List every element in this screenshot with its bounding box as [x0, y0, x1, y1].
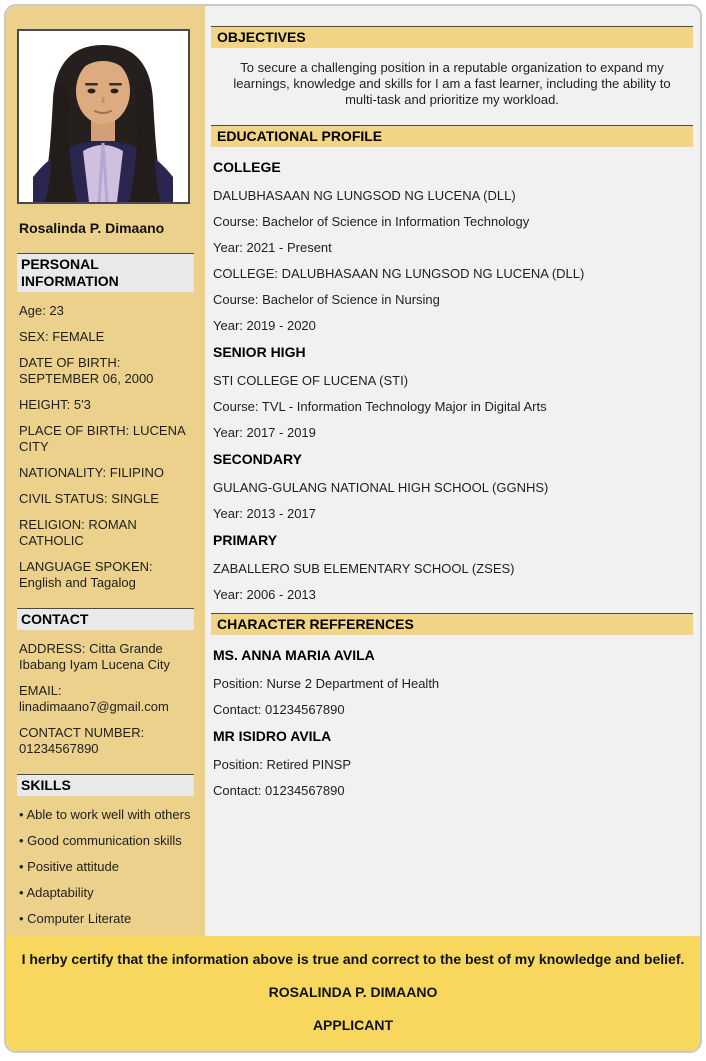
portrait-illustration [19, 31, 188, 202]
contact-header: CONTACT [17, 608, 194, 630]
objectives-text: To secure a challenging position in a reputable organization to expand my learnings, knowledge and skills for I am a fast learner, including the ability to multi-task and prioritize my workload. [233, 60, 671, 107]
character-references-header: CHARACTER REFFERENCES [211, 613, 693, 635]
reference-name: MR ISIDRO AVILA [213, 728, 332, 744]
personal-information-item: DATE OF BIRTH: SEPTEMBER 06, 2000 [19, 355, 154, 386]
skill-item: • Adaptability [19, 885, 94, 900]
contact-list [17, 641, 194, 757]
personal-information-item: HEIGHT: 5'3 [19, 397, 91, 412]
education-line: STI COLLEGE OF LUCENA (STI) [213, 373, 409, 388]
education-block-secondary [211, 451, 693, 521]
education-lines [211, 561, 693, 602]
education-line: Course: Bachelor of Science in Nursing [213, 292, 440, 307]
reference-block [211, 728, 693, 798]
education-line: Year: 2021 - Present [213, 240, 332, 255]
education-line: DALUBHASAAN NG LUNGSOD NG LUCENA (DLL) [213, 188, 516, 203]
education-lines [211, 188, 693, 333]
education-lines [211, 373, 693, 440]
applicant-name: Rosalinda P. Dimaano [19, 220, 165, 236]
footer [6, 936, 700, 1051]
education-line: Year: 2013 - 2017 [213, 506, 316, 521]
reference-line: Position: Retired PINSP [213, 757, 352, 772]
applicant-photo [17, 29, 190, 204]
reference-line: Contact: 01234567890 [213, 702, 345, 717]
resume-page [4, 4, 702, 1053]
skills-header: SKILLS [17, 774, 194, 796]
contact-item: ADDRESS: Citta Grande Ibabang Iyam Lucena City [19, 641, 171, 672]
education-level-heading: SECONDARY [213, 451, 302, 467]
personal-information-section [17, 253, 194, 591]
contact-section [17, 608, 194, 757]
education-line: GULANG-GULANG NATIONAL HIGH SCHOOL (GGNHS) [213, 480, 549, 495]
personal-information-item: Age: 23 [19, 303, 64, 318]
content-row [6, 6, 700, 936]
skill-item: • Positive attitude [19, 859, 119, 874]
contact-item: EMAIL: linadimaano7@gmail.com [19, 683, 169, 714]
education-line: Year: 2017 - 2019 [213, 425, 316, 440]
education-line: Year: 2006 - 2013 [213, 587, 316, 602]
skills-list [17, 807, 194, 953]
main-content [205, 6, 700, 936]
personal-information-item: PLACE OF BIRTH: LUCENA CITY [19, 423, 185, 454]
personal-information-header: PERSONAL INFORMATION [17, 253, 194, 292]
skill-item: • Good communication skills [19, 833, 182, 848]
contact-item: CONTACT NUMBER: 01234567890 [19, 725, 145, 756]
reference-block [211, 647, 693, 717]
education-line: Year: 2019 - 2020 [213, 318, 316, 333]
education-level-heading: SENIOR HIGH [213, 344, 306, 360]
education-line: Course: Bachelor of Science in Information Technology [213, 214, 530, 229]
skills-section [17, 774, 194, 953]
personal-information-item: RELIGION: ROMAN CATHOLIC [19, 517, 137, 548]
sidebar [6, 6, 205, 936]
skill-item: • Computer Literate [19, 911, 132, 926]
education-lines [211, 480, 693, 521]
objectives-header: OBJECTIVES [211, 26, 693, 48]
reference-line: Position: Nurse 2 Department of Health [213, 676, 440, 691]
personal-information-item: LANGUAGE SPOKEN: English and Tagalog [19, 559, 153, 590]
reference-lines [211, 757, 693, 798]
education-level-heading: PRIMARY [213, 532, 278, 548]
certification-statement: I herby certify that the information above is true and correct to the best of my knowledge and belief. [21, 951, 685, 967]
footer-applicant-role: APPLICANT [312, 1017, 394, 1033]
footer-applicant-name: ROSALINDA P. DIMAANO [268, 984, 438, 1000]
skill-item: • Able to work well with others [19, 807, 191, 822]
personal-information-item: NATIONALITY: FILIPINO [19, 465, 164, 480]
education-block-primary [211, 532, 693, 602]
personal-information-list [17, 303, 194, 591]
reference-line: Contact: 01234567890 [213, 783, 345, 798]
educational-profile-header: EDUCATIONAL PROFILE [211, 125, 693, 147]
education-line: Course: TVL - Information Technology Major in Digital Arts [213, 399, 547, 414]
education-block-senior-high [211, 344, 693, 440]
reference-name: MS. ANNA MARIA AVILA [213, 647, 375, 663]
personal-information-item: CIVIL STATUS: SINGLE [19, 491, 159, 506]
education-line: COLLEGE: DALUBHASAAN NG LUNGSOD NG LUCENA (DLL) [213, 266, 585, 281]
education-line: ZABALLERO SUB ELEMENTARY SCHOOL (ZSES) [213, 561, 515, 576]
education-block-college [211, 159, 693, 333]
personal-information-item: SEX: FEMALE [19, 329, 105, 344]
education-level-heading: COLLEGE [213, 159, 281, 175]
reference-lines [211, 676, 693, 717]
